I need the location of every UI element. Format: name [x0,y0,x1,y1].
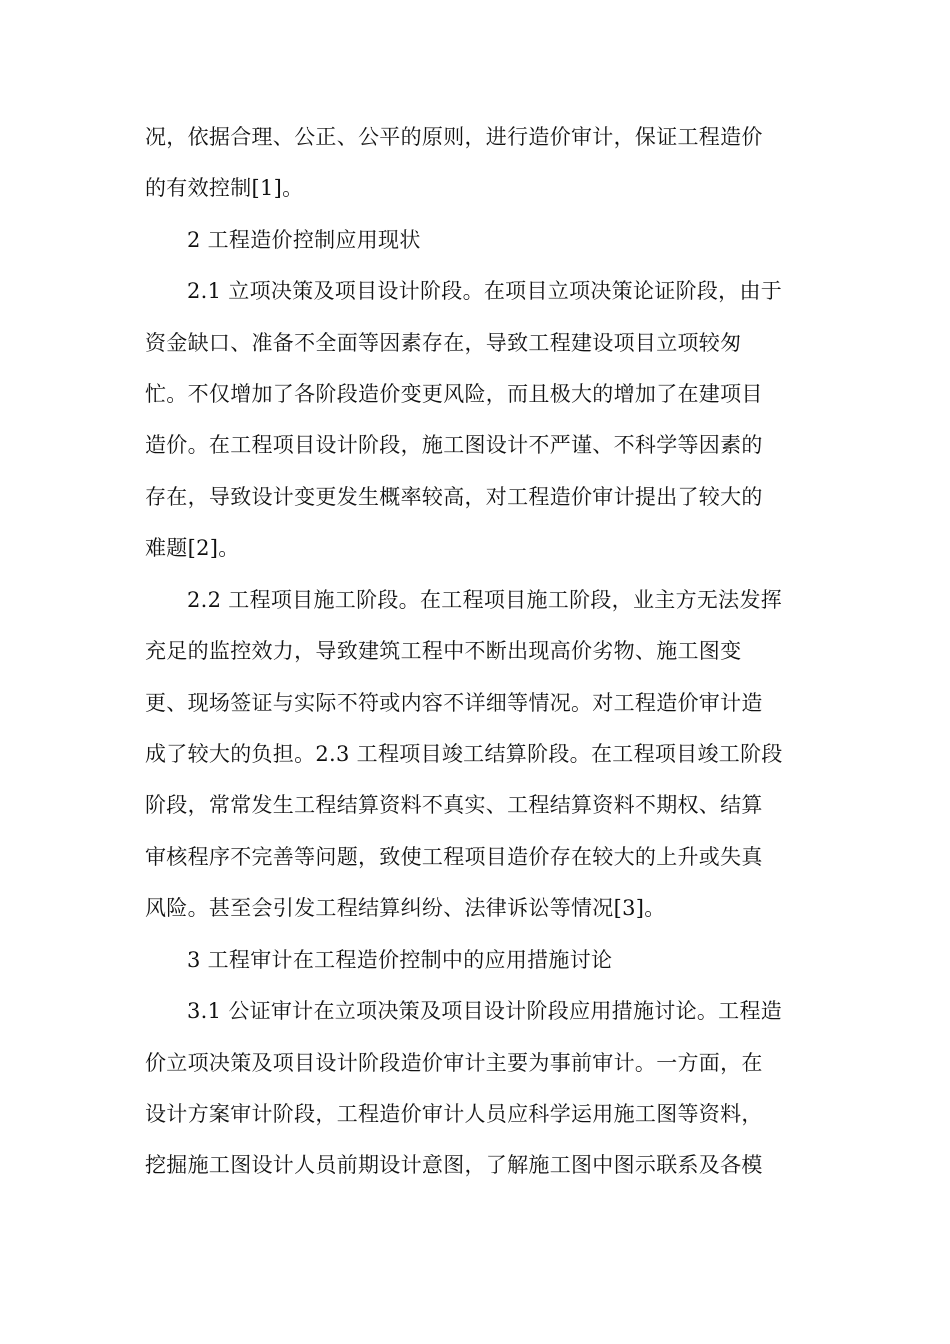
text-line: 2.1 立项决策及项目设计阶段。在项目立项决策论证阶段，由于 [187,279,783,303]
text-line: 更、现场签证与实际不符或内容不详细等情况。对工程造价审计造 [145,691,763,715]
text-line: 价立项决策及项目设计阶段造价审计主要为事前审计。一方面，在 [145,1051,763,1075]
text-line: 忙。不仅增加了各阶段造价变更风险，而且极大的增加了在建项目 [145,382,763,406]
text-line: 2.2 工程项目施工阶段。在工程项目施工阶段，业主方无法发挥 [187,588,783,612]
section-heading: 2 工程造价控制应用现状 [187,228,421,252]
text-line: 存在，导致设计变更发生概率较高，对工程造价审计提出了较大的 [145,485,763,509]
text-line: 的有效控制[1]。 [145,176,304,200]
text-line: 审核程序不完善等问题，致使工程项目造价存在较大的上升或失真 [145,845,763,869]
text-line: 设计方案审计阶段，工程造价审计人员应科学运用施工图等资料， [145,1102,763,1126]
text-line: 风险。甚至会引发工程结算纠纷、法律诉讼等情况[3]。 [145,896,666,920]
text-line: 阶段，常常发生工程结算资料不真实、工程结算资料不期权、结算 [145,793,763,817]
section-heading: 3 工程审计在工程造价控制中的应用措施讨论 [187,948,613,972]
text-line: 成了较大的负担。2.3 工程项目竣工结算阶段。在工程项目竣工阶段 [145,742,783,766]
text-line: 难题[2]。 [145,536,240,560]
text-line: 挖掘施工图设计人员前期设计意图，了解施工图中图示联系及各模 [145,1153,763,1177]
text-line: 造价。在工程项目设计阶段，施工图设计不严谨、不科学等因素的 [145,433,763,457]
text-line: 资金缺口、准备不全面等因素存在，导致工程建设项目立项较匆 [145,331,742,355]
text-line: 3.1 公证审计在立项决策及项目设计阶段应用措施讨论。工程造 [187,999,783,1023]
text-line: 充足的监控效力，导致建筑工程中不断出现高价劣物、施工图变 [145,639,742,663]
text-line: 况，依据合理、公正、公平的原则，进行造价审计，保证工程造价 [145,125,763,149]
